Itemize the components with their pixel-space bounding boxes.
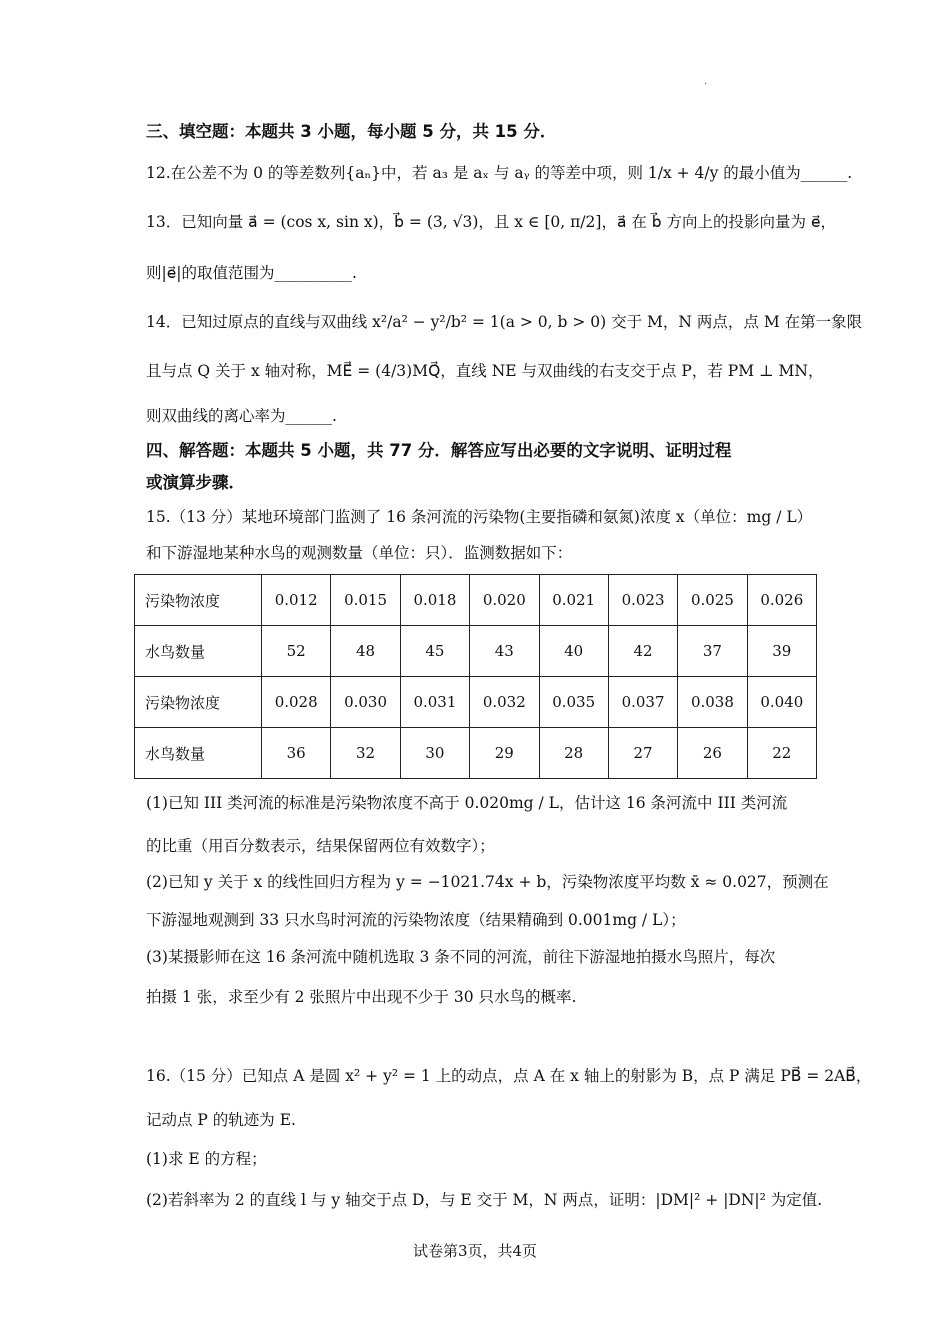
table-cell: 0.030 [331, 677, 400, 728]
question-15-line2: 和下游湿地某种水鸟的观测数量（单位：只）．监测数据如下： [146, 544, 573, 562]
table-cell: 0.037 [608, 677, 677, 728]
row-label: 污染物浓度 [135, 575, 262, 626]
question-15-part3-line1: (3)某摄影师在这 16 条河流中随机选取 3 条不同的河流，前往下游湿地拍摄水鸟照片，每次 [146, 948, 776, 966]
question-14-line3: 则双曲线的离心率为______. [146, 407, 337, 425]
table-row [135, 728, 817, 779]
table-cell: 0.026 [747, 575, 816, 626]
monitoring-data-table [134, 574, 817, 779]
table-cell: 0.020 [470, 575, 539, 626]
table-cell: 42 [608, 626, 677, 677]
section3-heading: 三、填空题：本题共 3 小题，每小题 5 分，共 15 分． [146, 122, 557, 141]
question-16-line2: 记动点 P 的轨迹为 E. [146, 1111, 296, 1129]
question-15-part3-line2: 拍摄 1 张，求至少有 2 张照片中出现不少于 30 只水鸟的概率. [146, 988, 577, 1006]
table-cell: 30 [400, 728, 469, 779]
question-15-part1-line1: (1)已知 III 类河流的标准是污染物浓度不高于 0.020mg / L，估计这 16 条河流中 III 类河流 [146, 794, 788, 812]
table-cell: 0.028 [262, 677, 331, 728]
table-cell: 0.035 [539, 677, 608, 728]
question-15-part2-line1: (2)已知 y 关于 x 的线性回归方程为 y = −1021.74x + b，污染物浓度平均数 x̄ ≈ 0.027，预测在 [146, 873, 829, 891]
table-cell: 0.038 [678, 677, 747, 728]
table-cell: 45 [400, 626, 469, 677]
table-cell: 40 [539, 626, 608, 677]
question-14-line2: 且与点 Q 关于 x 轴对称，ME⃗ = (4/3)MQ⃗，直线 NE 与双曲线的右支交于点 P，若 PM ⊥ MN， [146, 362, 824, 380]
table-cell: 27 [608, 728, 677, 779]
question-16-part1: (1)求 E 的方程； [146, 1150, 267, 1168]
row-label: 水鸟数量 [135, 728, 262, 779]
table-cell: 52 [262, 626, 331, 677]
table-row [135, 626, 817, 677]
table-cell: 32 [331, 728, 400, 779]
table-cell: 37 [678, 626, 747, 677]
question-15-line1: 15.（13 分）某地环境部门监测了 16 条河流的污染物(主要指磷和氨氮)浓度 x（单位：mg / L） [146, 508, 813, 526]
table-cell: 22 [747, 728, 816, 779]
row-label: 污染物浓度 [135, 677, 262, 728]
question-13-line1: 13．已知向量 a⃗ = (cos x, sin x)，b⃗ = (3, √3)，且 x ∈ [0, π/2]，a⃗ 在 b⃗ 方向上的投影向量为 e⃗， [146, 213, 837, 231]
table-cell: 26 [678, 728, 747, 779]
question-16-line1: 16.（15 分）已知点 A 是圆 x² + y² = 1 上的动点，点 A 在 x 轴上的射影为 B，点 P 满足 PB⃗ = 2AB⃗， [146, 1067, 872, 1085]
table-cell: 48 [331, 626, 400, 677]
table-cell: 0.023 [608, 575, 677, 626]
question-13-line2: 则|e⃗|的取值范围为__________. [146, 264, 357, 282]
corner-mark: . [704, 76, 708, 87]
table-cell: 36 [262, 728, 331, 779]
row-label: 水鸟数量 [135, 626, 262, 677]
section4-heading-line2: 或演算步骤． [146, 473, 245, 492]
table-cell: 0.018 [400, 575, 469, 626]
page-footer: 试卷第3页，共4页 [412, 1242, 538, 1260]
table-row [135, 677, 817, 728]
question-12: 12.在公差不为 0 的等差数列{aₙ}中，若 a₃ 是 aₓ 与 aᵧ 的等差中项，则 1/x + 4/y 的最小值为______. [146, 164, 853, 182]
table-cell: 0.021 [539, 575, 608, 626]
table-cell: 39 [747, 626, 816, 677]
question-15-part1-line2: 的比重（用百分数表示，结果保留两位有效数字）； [146, 837, 495, 855]
table-cell: 0.032 [470, 677, 539, 728]
section4-heading-line1: 四、解答题：本题共 5 小题，共 77 分．解答应写出必要的文字说明、证明过程 [146, 441, 732, 460]
question-14-line1: 14．已知过原点的直线与双曲线 x²/a² − y²/b² = 1(a > 0, b > 0) 交于 M，N 两点，点 M 在第一象限 [146, 313, 863, 331]
table-cell: 43 [470, 626, 539, 677]
table-cell: 0.040 [747, 677, 816, 728]
table-cell: 0.025 [678, 575, 747, 626]
table-cell: 29 [470, 728, 539, 779]
table-cell: 0.015 [331, 575, 400, 626]
question-15-part2-line2: 下游湿地观测到 33 只水鸟时河流的污染物浓度（结果精确到 0.001mg / L）； [146, 911, 686, 929]
table-row [135, 575, 817, 626]
question-16-part2: (2)若斜率为 2 的直线 l 与 y 轴交于点 D，与 E 交于 M，N 两点，证明：|DM|² + |DN|² 为定值. [146, 1191, 823, 1209]
table-cell: 0.012 [262, 575, 331, 626]
table-cell: 28 [539, 728, 608, 779]
table-cell: 0.031 [400, 677, 469, 728]
